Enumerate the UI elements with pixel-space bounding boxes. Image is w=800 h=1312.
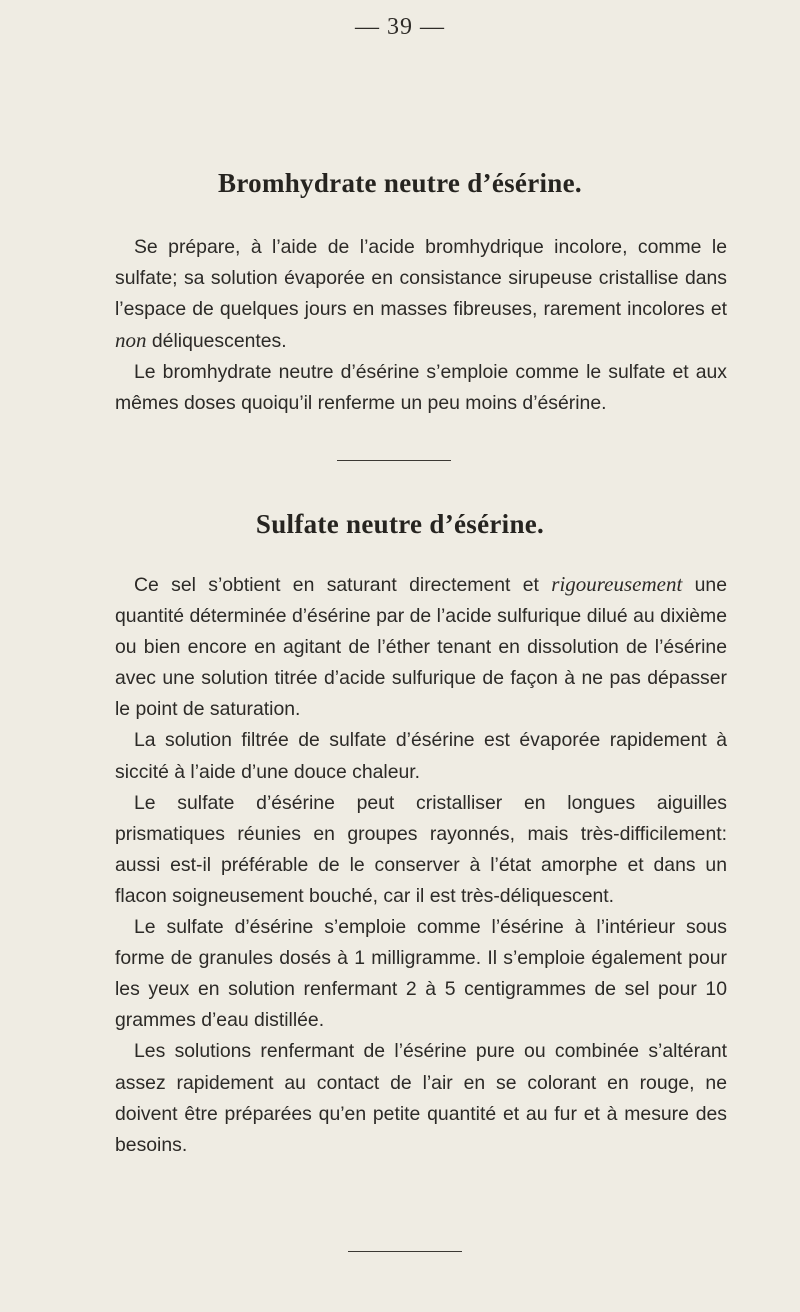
paragraph [115,232,727,357]
emphasis-text: non [115,328,147,353]
paragraph-text: Se prépare, à l’aide de l’acide bromhydrique incolore, comme le sulfate; sa solution évaporée en consistance sirupeuse cristallise dans l’espace de quelques jours en masses fibreuses, rarement incolores et [115,236,727,321]
section-body-sulfate [115,569,727,1161]
paragraph: Le bromhydrate neutre d’ésérine s’emploie comme le sulfate et aux mêmes doses quoiqu’il renferme un peu moins d’ésérine. [115,361,727,415]
paragraph: La solution filtrée de sulfate d’ésérine est évaporée rapidement à siccité à l’aide d’une douce chaleur. [115,729,727,783]
paragraph: Les solutions renfermant de l’ésérine pure ou combinée s’altérant assez rapidement au contact de l’air en se colorant en rouge, ne doivent être préparées qu’en petite quantité et au fur et à mesure des besoins. [115,1040,727,1156]
page-number: — 39 — [355,14,445,40]
paragraph-text: Ce sel s’obtient en saturant directement et [134,574,552,596]
paragraph-text: déliquescentes. [146,330,287,353]
end-divider [348,1251,462,1252]
section-title-bromhydrate: Bromhydrate neutre d’ésérine. [218,168,582,198]
paragraph [115,569,727,725]
paragraph: Le sulfate d’ésérine peut cristalliser en longues aiguilles prismatiques réunies en groupes rayonnés, mais très-difficilement: aussi est-il préférable de le conserver à l’état amorphe et dans un flacon soigneusement bouché, car il est très-déliquescent. [115,791,727,907]
section-body-bromhydrate [115,232,727,420]
paragraph-text: une quantité déterminée d’ésérine par de l’acide sulfurique dilué au dixième ou bien encore en agitant de l’éther tenant en dissolution de l’ésérine avec une solution titrée d’acide sulfurique de façon à ne pas dépasser le point de saturation. [115,574,727,721]
emphasis-text: rigoureusement [551,572,683,596]
paragraph: Le sulfate d’ésérine s’emploie comme l’ésérine à l’intérieur sous forme de granules dosés à 1 milligramme. Il s’emploie également pour les yeux en solution renfermant 2 à 5 centigrammes de sel pour 10 grammes d’eau distillée. [115,916,727,1032]
section-divider [337,460,451,461]
section-title-sulfate: Sulfate neutre d’ésérine. [255,509,545,539]
